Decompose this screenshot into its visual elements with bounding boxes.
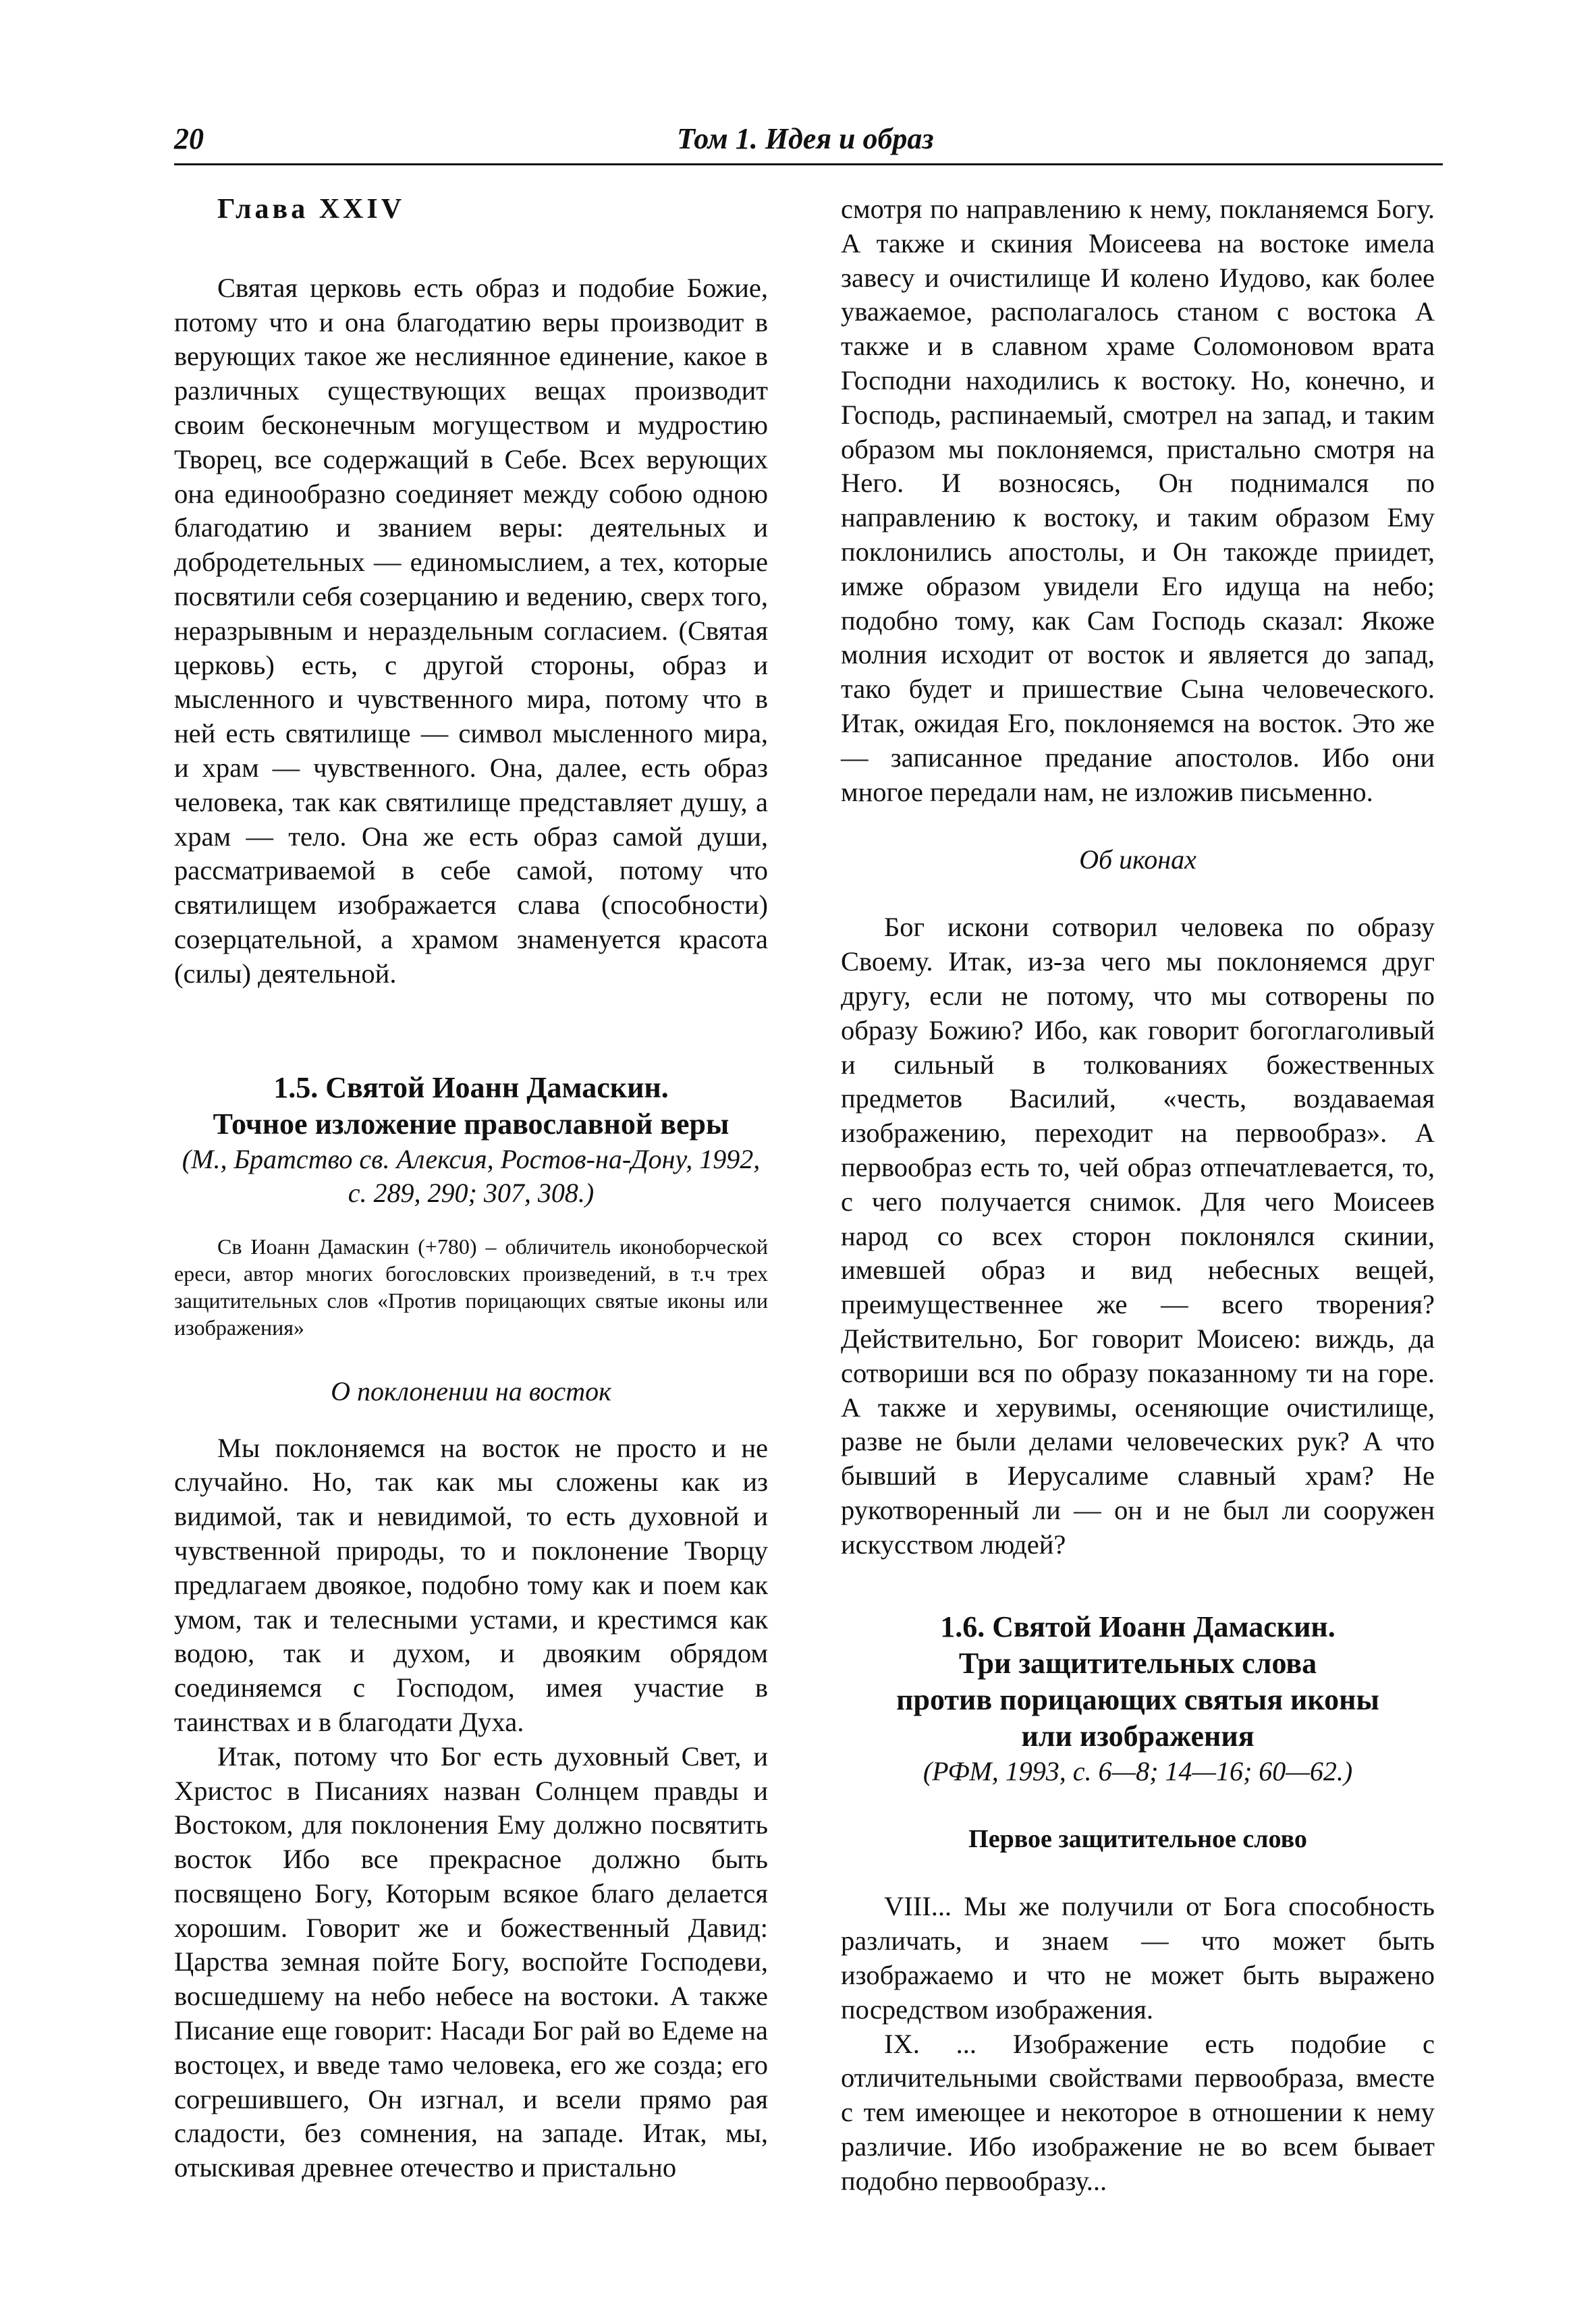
section-heading-1-6-line3: против порицающих святыя иконы [896,1683,1379,1717]
page-header [174,116,1443,165]
section-source-1-5-line1: (М., Братство св. Алексия, Ростов-на-Дону, 1992, [182,1143,761,1174]
section-heading-1-5-line2: Точное изложение православной веры [213,1107,730,1141]
chapter-paragraph: Святая церковь есть образ и подобие Божие, потому что и она благодатию веры производит в верующих такое же неслиянное единение, какое в различных существующих вещах производит своим бесконечным могуществом и мудростию Творец, все содержащий в Себе. Всех верующих она единообразно соединяет между собою одною благодатию и званием веры: деятельных и добродетельных — единомыслием, а тех, которые посвятили себя созерцанию и ведению, сверх того, неразрывным и нераздельным согласием. (Святая церковь) есть, с другой стороны, образ и мысленного и чувственного мира, потому что в ней есть святилище — символ мысленного мира, и храм — чувственного. Она, далее, есть образ человека, так как святилище представляет душу, а храм — тело. Она же есть образ самой души, рассматриваемой в себе самой, потому что святилищем изображается слава (способности) созерцательной, а храмом знаменуется красота (силы) деятельной. [174,272,768,989]
east-worship-paragraph-continued: смотря по направлению к нему, покланяемся Богу. А также и скиния Моисеева на востоке имела завесу и очистилище И колено Иудово, как более уважаемое, располагалось станом с востока А также и в славном храме Соломоновом врата Господни находились к востоку. Но, конечно, и Господь, распинаемый, смотрел на запад, и таким образом мы поклоняемся, пристально смотря на Него. И возносясь, Он поднимался по направлению к востоку, и таким образом Ему поклонились апостолы, и Он такожде приидет, имже образом увидели Его идуща на небо; подобно тому, как Сам Господь сказал: Якоже молния исходит от восток и является до запад, тако будет и пришествие Сына человеческого. Итак, ожидая Его, поклоняемся на восток. Это же — записанное предание апостолов. Ибо они многое передали нам, не изложив письменно. [841,194,1435,807]
author-note: Св Иоанн Дамаскин (+780) – обличитель иконоборческой ереси, автор многих богословских произведений, в т.ч трех защитительных слов «Против порицающих святые иконы или изображения» [174,1234,768,1340]
subheading-first-word: Первое защитительное слово [968,1825,1307,1854]
left-column [174,192,768,2185]
section-source-1-6: (РФМ, 1993, с. 6—8; 14—16; 60—62.) [923,1756,1353,1787]
paragraph-ix: IX. ... Изображение есть подобие с отличительными свойствами первообраза, вместе с тем имеющее и некоторое в отношении к нему различие. Ибо изображение не во всем бывает подобно первообразу... [841,2028,1435,2196]
subheading-east-worship: О поклонении на восток [331,1375,611,1406]
section-heading-1-6-line1: 1.6. Святой Иоанн Дамаскин. [940,1610,1336,1644]
page-number: 20 [174,122,204,155]
section-heading-1-6-line2: Три защитительных слова [958,1647,1317,1680]
running-title: Том 1. Идея и образ [677,122,934,155]
right-column [841,192,1435,2199]
east-worship-paragraph-1: Мы поклоняемся на восток не просто и не случайно. Но, так как мы сложены как из видимой, так и невидимой, то есть духовной и чувственной природы, то и поклонение Творцу предлагаем двоякое, подобно тому как и поем как умом, так и телесными устами, и крестимся как водою, так и духом, и двояким обрядом соединяемся с Господом, имея участие в таинствах и в благодати Духа. [174,1432,768,1737]
subheading-icons: Об иконах [1079,844,1196,875]
section-heading-1-6-line4: или изображения [1021,1720,1255,1753]
section-source-1-5-line2: с. 289, 290; 307, 308.) [348,1177,595,1208]
east-worship-paragraph-2: Итак, потому что Бог есть духовный Свет, и Христос в Писаниях назван Солнцем правды и Востоком, для поклонения Ему должно посвятить восток Ибо все прекрасное должно быть посвящено Богу, Которым всякое благо делается хорошим. Говорит же и божественный Давид: Царства земная пойте Богу, воспойте Господеви, восшедшему на небо небесе на востоки. А также Писание еще говорит: Насади Бог рай во Едеме на востоцех, и введе тамо человека, его же созда; его согрешившего, Он изгнал, и всели прямо рая сладости, без сомнения, на западе. Итак, мы, отыскивая древнее отечество и пристально [174,1741,768,2183]
chapter-title: Глава XXIV [217,194,406,225]
paragraph-viii: VIII... Мы же получили от Бога способность различать, и знаем — что может быть изображаемо и что не может быть выражено посредством изображения. [841,1891,1435,2025]
section-heading-1-5-line1: 1.5. Святой Иоанн Дамаскин. [273,1070,669,1104]
icons-paragraph: Бог искони сотворил человека по образу Своему. Итак, из-за чего мы поклоняемся друг другу, если не потому, что мы сотворены по образу Божию? Ибо, как говорит богоглаголивый и сильный в толкованиях божественных предметов Василий, «честь, воздаваемая изображению, переходит на первообраз». А первообраз есть то, чей образ отпечатлевается, то, с чего получается снимок. Для чего Моисеев народ со всех сторон поклонялся скинии, имевшей образ и вид небесных вещей, преимущественнее же — всего творения? Действительно, Бог говорит Моисею: виждь, да сотвориши вся по образу показанному ти на горе. А также и херувимы, осеняющие очистилище, разве не были делами человеческих рук? А что бывший в Иерусалиме славный храм? Не рукотворенный ли — он и не был ли сооружен искусством людей? [841,912,1435,1560]
